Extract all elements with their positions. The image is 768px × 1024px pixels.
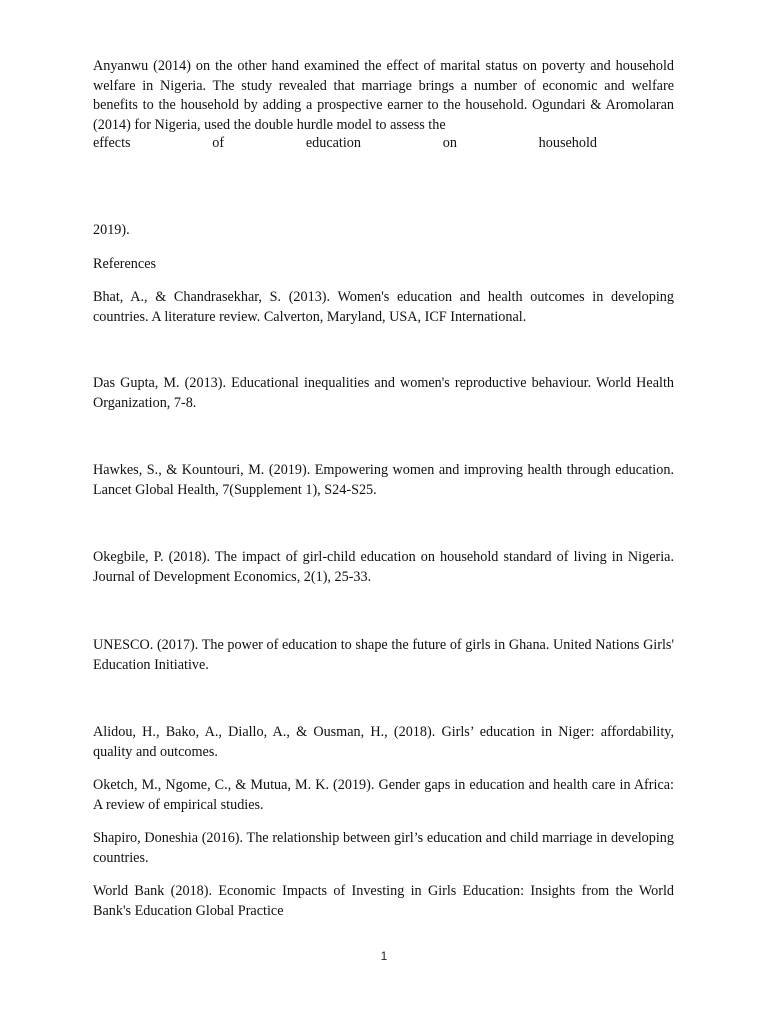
reference-entry: Alidou, H., Bako, A., Diallo, A., & Ousman, H., (2018). Girls’ education in Niger: affordability, quality and outcomes. xyxy=(93,724,674,760)
spread-word: on xyxy=(442,135,457,151)
spread-word: effects xyxy=(93,135,131,151)
spread-word: of xyxy=(212,135,225,151)
year-line: 2019). xyxy=(93,222,130,238)
page-number: 1 xyxy=(380,949,388,963)
reference-entry: Oketch, M., Ngome, C., & Mutua, M. K. (2019). Gender gaps in education and health care in Africa: A review of empirical studies. xyxy=(93,777,674,813)
reference-entry: Okegbile, P. (2018). The impact of girl-child education on household standard of living in Nigeria. Journal of Development Economics, 2(1), 25-33. xyxy=(93,549,674,585)
spread-word: household xyxy=(538,135,597,151)
reference-entry: Hawkes, S., & Kountouri, M. (2019). Empowering women and improving health through education. Lancet Global Health, 7(Supplement 1), S24-S25. xyxy=(93,462,674,498)
reference-entry: UNESCO. (2017). The power of education to shape the future of girls in Ghana. United Nations Girls' Education Initiative. xyxy=(93,637,674,673)
intro-paragraph: Anyanwu (2014) on the other hand examined the effect of marital status on poverty and household welfare in Nigeria. The study revealed that marriage brings a number of economic and welfare benefits to the household by adding a prospective earner to the household. Ogundari & Aromolaran (2014) for Nigeria, used the double hurdle model to assess the xyxy=(93,58,674,133)
reference-entry: Shapiro, Doneshia (2016). The relationship between girl’s education and child marriage in developing countries. xyxy=(93,830,674,866)
justified-spread-line xyxy=(93,134,674,154)
spread-word: education xyxy=(305,135,361,151)
reference-entry: Bhat, A., & Chandrasekhar, S. (2013). Women's education and health outcomes in developing countries. A literature review. Calverton, Maryland, USA, ICF International. xyxy=(93,289,674,325)
references-heading: References xyxy=(93,256,157,272)
reference-entry: Das Gupta, M. (2013). Educational inequalities and women's reproductive behaviour. World Health Organization, 7-8. xyxy=(93,375,674,411)
reference-entry: World Bank (2018). Economic Impacts of Investing in Girls Education: Insights from the World Bank's Education Global Practice xyxy=(93,883,674,919)
